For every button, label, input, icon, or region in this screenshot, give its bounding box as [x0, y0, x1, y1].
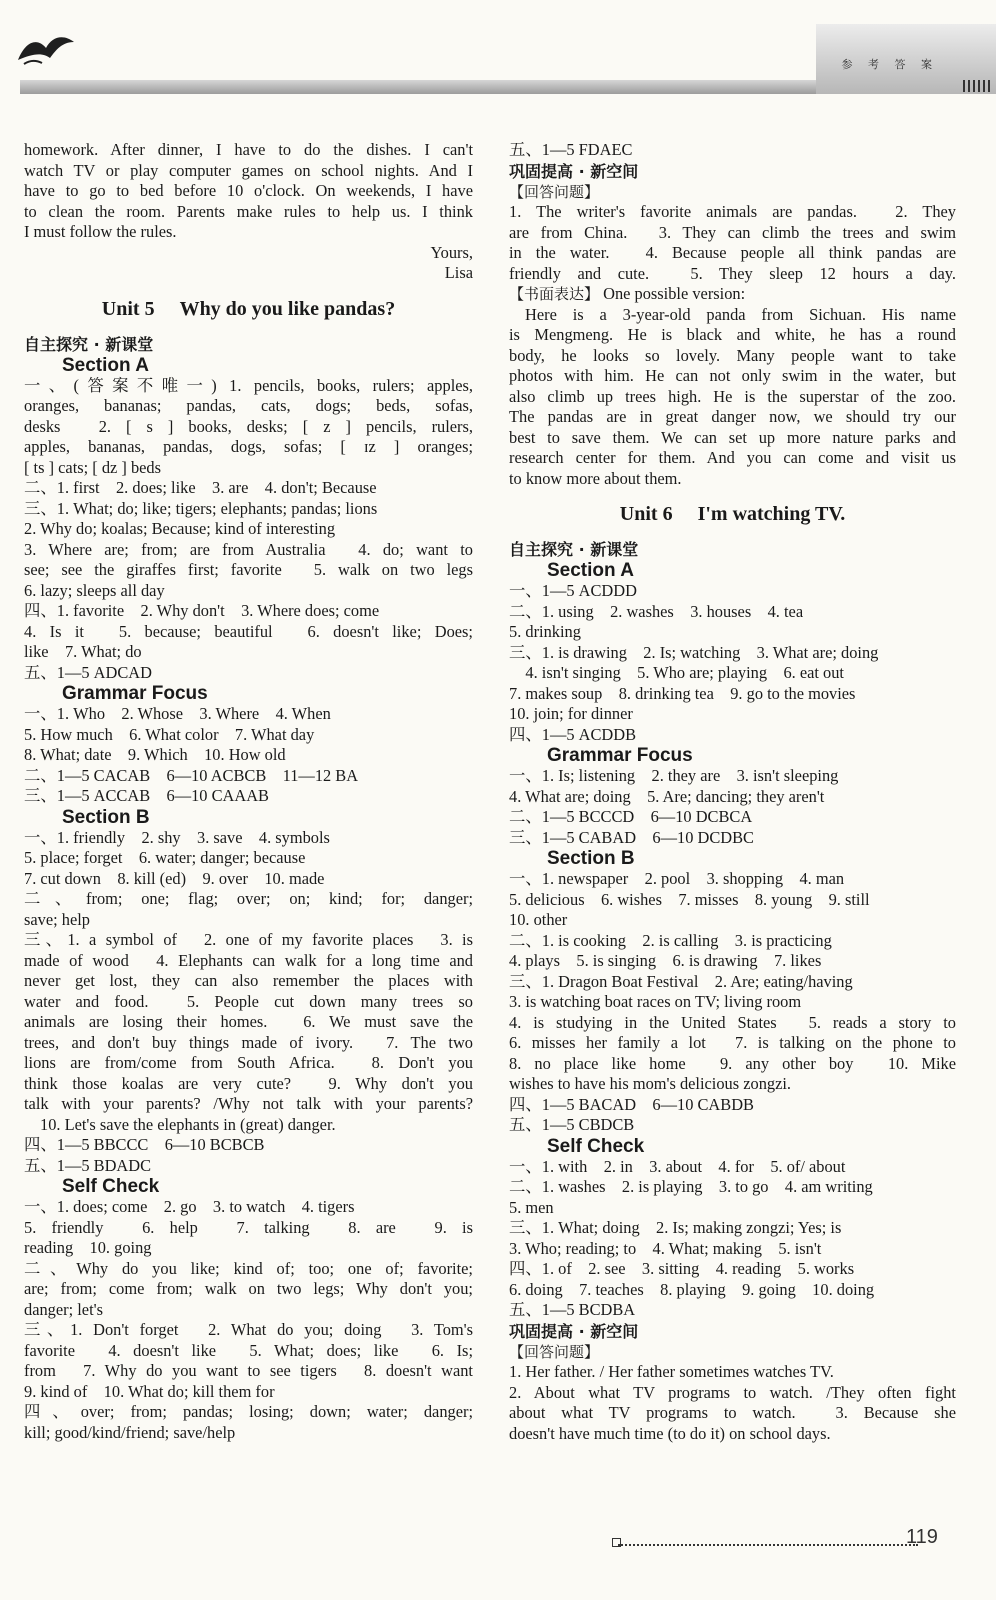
answer-line: 五、1—5 ADCAD [24, 662, 152, 682]
letter-line: to clean the room. Parents make rules to help us. I think [24, 201, 473, 221]
answer-line: 一、1. does; come 2. go 3. to watch 4. tigers [24, 1197, 355, 1216]
answer-line: 5. delicious 6. wishes 7. misses 8. young 9. still [509, 889, 870, 909]
grammar-focus-heading: Grammar Focus [547, 745, 693, 766]
answer-line: talk with your parents? /Why not talk with your parents? [24, 1094, 473, 1113]
answer-line: 一、1. friendly 2. shy 3. save 4. symbols [24, 827, 330, 847]
answer-line: 8. no place like home 9. any other boy 10. Mike [509, 1053, 956, 1073]
answer-line: lions are from/come from South Africa. 8. Don't you [24, 1053, 473, 1072]
answer-line: 三、1. is drawing 2. Is; watching 3. What are; doing [509, 642, 879, 662]
answer-line: 二、1—5 BCCCD 6—10 DCBCA [509, 807, 753, 826]
answer-line: 1. Her father. / Her father sometimes watches TV. [509, 1362, 834, 1381]
answer-line: 三、1—5 CABAD 6—10 DCDBC [509, 827, 754, 847]
answer-line: 1. The writer's favorite animals are pandas. 2. They [509, 202, 956, 221]
essay-line: research center for them. And you can come and visit us [509, 448, 956, 467]
answer-line: 三、1. a symbol of 2. one of my favorite places 3. is [24, 930, 473, 949]
answer-line: 5. men [509, 1197, 554, 1217]
answer-line: 二、Why do you like; kind of; too; one of; favorite; [24, 1258, 473, 1278]
answer-line: 3. is watching boat races on TV; living room [509, 992, 802, 1011]
answer-line: 一、1. newspaper 2. pool 3. shopping 4. man [509, 869, 845, 888]
answer-line: 四、1—5 BACAD 6—10 CABDB [509, 1094, 754, 1114]
essay-line: to know more about them. [509, 468, 682, 488]
section-a-heading: Section A [547, 560, 634, 581]
answer-line: 五、1—5 FDAEC [509, 140, 633, 159]
essay-line: photos with him. He can not only swim in the water, but [509, 366, 956, 385]
answer-line: 3. Who; reading; to 4. What; making 5. isn't [509, 1238, 822, 1258]
answer-line: 6. lazy; sleeps all day [24, 580, 165, 600]
block-title: 巩固提高 · 新空间 [509, 1321, 639, 1341]
answer-line: 三、1. Don't forget 2. What do you; doing 3. Tom's [24, 1320, 473, 1339]
answer-line: 9. kind of 10. What do; kill them for [24, 1381, 275, 1401]
answer-line: 5. How much 6. What color 7. What day [24, 724, 315, 744]
answer-line: friendly and cute. 5. They sleep 12 hours a day. [509, 263, 956, 283]
answer-line: 5. place; forget 6. water; danger; because [24, 848, 306, 867]
section-b-heading: Section B [62, 806, 150, 828]
unit-6-title: Unit 6 I'm watching TV. [619, 503, 846, 525]
answer-line: 3. Where are; from; are from Australia 4. do; want to [24, 539, 473, 559]
answer-line: 二、1. washes 2. is playing 3. to go 4. am writing [509, 1177, 873, 1196]
answer-line: 一、1. Who 2. Whose 3. Where 4. When [24, 704, 331, 723]
answer-line: [ ts ] cats; [ dz ] beds [24, 457, 161, 477]
letter-line: watch TV or play computer games on school nights. And I [24, 160, 473, 180]
answer-line: danger; let's [24, 1299, 103, 1319]
answer-line: 五、1—5 CBDCB [509, 1115, 635, 1134]
answer-line: 五、1—5 BCDBA [509, 1300, 636, 1319]
answer-line: 4. is studying in the United States 5. reads a story to [509, 1012, 956, 1032]
essay-line: best to save them. We can set up more nature parks and [509, 427, 956, 447]
answer-line: 6. misses her family a lot 7. is talking on the phone to [509, 1033, 956, 1052]
block-title: 自主探究 · 新课堂 [509, 540, 639, 559]
header-tick-marks [963, 80, 990, 92]
answer-line: 7. makes soup 8. drinking tea 9. go to the movies [509, 683, 856, 703]
answer-line: 二、1. first 2. does; like 3. are 4. don't; Because [24, 478, 377, 497]
answer-line: save; help [24, 909, 90, 929]
answer-line: 一、(答案不唯一) 1. pencils, books, rulers; apples, [24, 375, 473, 395]
self-check-heading: Self Check [62, 1176, 160, 1197]
answer-line: 10. join; for dinner [509, 704, 633, 723]
answer-line: 五、1—5 BDADC [24, 1155, 152, 1175]
answer-line: 2. About what TV programs to watch. /They often fight [509, 1382, 956, 1402]
letter-signature: Lisa [444, 263, 473, 282]
answer-line: 4. plays 5. is singing 6. is drawing 7. likes [509, 951, 822, 970]
answer-line: 二、1. is cooking 2. is calling 3. is practicing [509, 930, 832, 950]
answer-line: animals are losing their homes. 6. We must save the [24, 1012, 473, 1031]
answer-line: 4. What are; doing 5. Are; dancing; they aren't [509, 786, 825, 806]
answer-line: are from China. 3. They can climb the trees and swim [509, 222, 956, 242]
answer-line: desks 2. [ s ] books, desks; [ z ] pencils, rulers, [24, 416, 473, 436]
qa-heading: 【回答问题】 [509, 1342, 600, 1361]
answer-line: think those koalas are very cute? 9. Why don't you [24, 1073, 473, 1093]
answer-line: doesn't have much time (to do it) on school days. [509, 1423, 831, 1443]
page-number: 119 [906, 1526, 938, 1548]
section-b-heading: Section B [547, 848, 635, 869]
answer-line: 二、1. using 2. washes 3. houses 4. tea [509, 601, 804, 621]
letter-line: homework. After dinner, I have to do the dishes. I can't [24, 140, 473, 159]
essay-line: also climb up trees high. He is the superstar of the zoo. [509, 386, 956, 406]
answer-line: 三、1. What; do; like; tigers; elephants; pandas; lions [24, 498, 378, 518]
answer-line: water and food. 5. People cut down many trees so [24, 991, 473, 1011]
block-title: 自主探究 · 新课堂 [24, 334, 154, 354]
answer-line: reading 10. going [24, 1238, 152, 1257]
answer-line: wishes to have his mom's delicious zongzi. [509, 1074, 792, 1093]
answer-line: 三、1—5 ACCAB 6—10 CAAAB [24, 786, 269, 805]
letter-line: I must follow the rules. [24, 222, 177, 241]
answer-line: see; see the giraffes first; favorite 5. walk on two legs [24, 560, 473, 579]
right-column [509, 140, 956, 1444]
footer-dotted-rule [618, 1540, 918, 1546]
letter-line: have to go to bed before 10 o'clock. On weekends, I have [24, 181, 473, 200]
answer-line: made of wood 4. Elephants can walk for a long time and [24, 950, 473, 970]
answer-line: are; from; come from; walk on two legs; Why don't you; [24, 1279, 473, 1298]
answer-line: 4. isn't singing 5. Who are; playing 6. eat out [509, 663, 844, 682]
answer-line: like 7. What; do [24, 642, 142, 661]
answer-line: apples, bananas, pandas, dogs, sofas; [ ɪz ] oranges; [24, 437, 473, 456]
answer-line: 四、1. of 2. see 3. sitting 4. reading 5. works [509, 1259, 855, 1278]
header-label: 参 考 答 案 [841, 58, 938, 71]
answer-line: in the water. 4. Because people all think pandas are [509, 243, 956, 262]
answer-line: 10. Let's save the elephants in (great) danger. [40, 1114, 336, 1134]
answer-line: about what TV programs to watch. 3. Because she [509, 1403, 956, 1422]
answer-line: 三、1. Dragon Boat Festival 2. Are; eating/having [509, 971, 853, 991]
block-title: 巩固提高 · 新空间 [509, 161, 639, 181]
letter-signoff: Yours, [430, 242, 473, 262]
answer-line: oranges, bananas; pandas, cats, dogs; beds, sofas, [24, 396, 473, 415]
answer-line: 四、1. favorite 2. Why don't 3. Where does; come [24, 601, 380, 620]
answer-line: 一、1. with 2. in 3. about 4. for 5. of/ about [509, 1156, 846, 1176]
answer-line: 四、over; from; pandas; losing; down; water; danger; [24, 1402, 473, 1421]
answer-line: 三、1. What; doing 2. Is; making zongzi; Yes; is [509, 1218, 842, 1237]
answer-line: trees, and don't buy things made of ivory. 7. The two [24, 1032, 473, 1052]
answer-line: 一、1—5 ACDDD [509, 581, 637, 600]
left-column [24, 140, 473, 1443]
answer-line: 一、1. Is; listening 2. they are 3. isn't sleeping [509, 766, 839, 785]
essay-line: The pandas are in great danger now, we should try our [509, 407, 956, 426]
qa-heading: 【回答问题】 [509, 182, 600, 201]
answer-line: never get lost, they can also remember the places with [24, 971, 473, 990]
answer-line: 8. What; date 9. Which 10. How old [24, 745, 286, 764]
answer-line: 7. cut down 8. kill (ed) 9. over 10. made [24, 868, 325, 888]
answer-line: 二、from; one; flag; over; on; kind; for; danger; [24, 889, 473, 908]
writing-heading: 【书面表达】 [509, 285, 600, 303]
swallow-logo-icon [16, 30, 76, 70]
writing-heading-line [509, 284, 956, 305]
answer-line: favorite 4. doesn't like 5. What; does; like 6. Is; [24, 1340, 473, 1360]
answer-line: 6. doing 7. teaches 8. playing 9. going 10. doing [509, 1279, 875, 1299]
page-header [0, 0, 996, 98]
writing-intro: One possible version: [603, 284, 746, 303]
essay-line: is Mengmeng. He is black and white, he has a round [509, 325, 956, 344]
section-a-heading: Section A [62, 354, 149, 376]
self-check-heading: Self Check [547, 1135, 645, 1157]
answer-line: 4. Is it 5. because; beautiful 6. doesn't like; Does; [24, 621, 473, 641]
answer-line: 二、1—5 CACAB 6—10 ACBCB 11—12 BA [24, 765, 359, 785]
answer-line: 10. other [509, 910, 568, 929]
essay-line: Here is a 3-year-old panda from Sichuan. His name [525, 304, 956, 324]
unit-5-title: Unit 5 Why do you like pandas? [101, 297, 396, 320]
grammar-focus-heading: Grammar Focus [62, 683, 208, 704]
answer-line: 2. Why do; koalas; Because; kind of interesting [24, 519, 336, 538]
answer-line: kill; good/kind/friend; save/help [24, 1422, 236, 1442]
answer-line: 5. drinking [509, 622, 581, 641]
answer-line: 四、1—5 ACDDB [509, 724, 637, 744]
answer-line: 四、1—5 BBCCC 6—10 BCBCB [24, 1135, 265, 1154]
answer-line: 5. friendly 6. help 7. talking 8. are 9. is [24, 1217, 473, 1237]
essay-line: body, he looks so lovely. Many people want to take [509, 345, 956, 365]
answer-line: from 7. Why do you want to see tigers 8. doesn't want [24, 1361, 473, 1380]
